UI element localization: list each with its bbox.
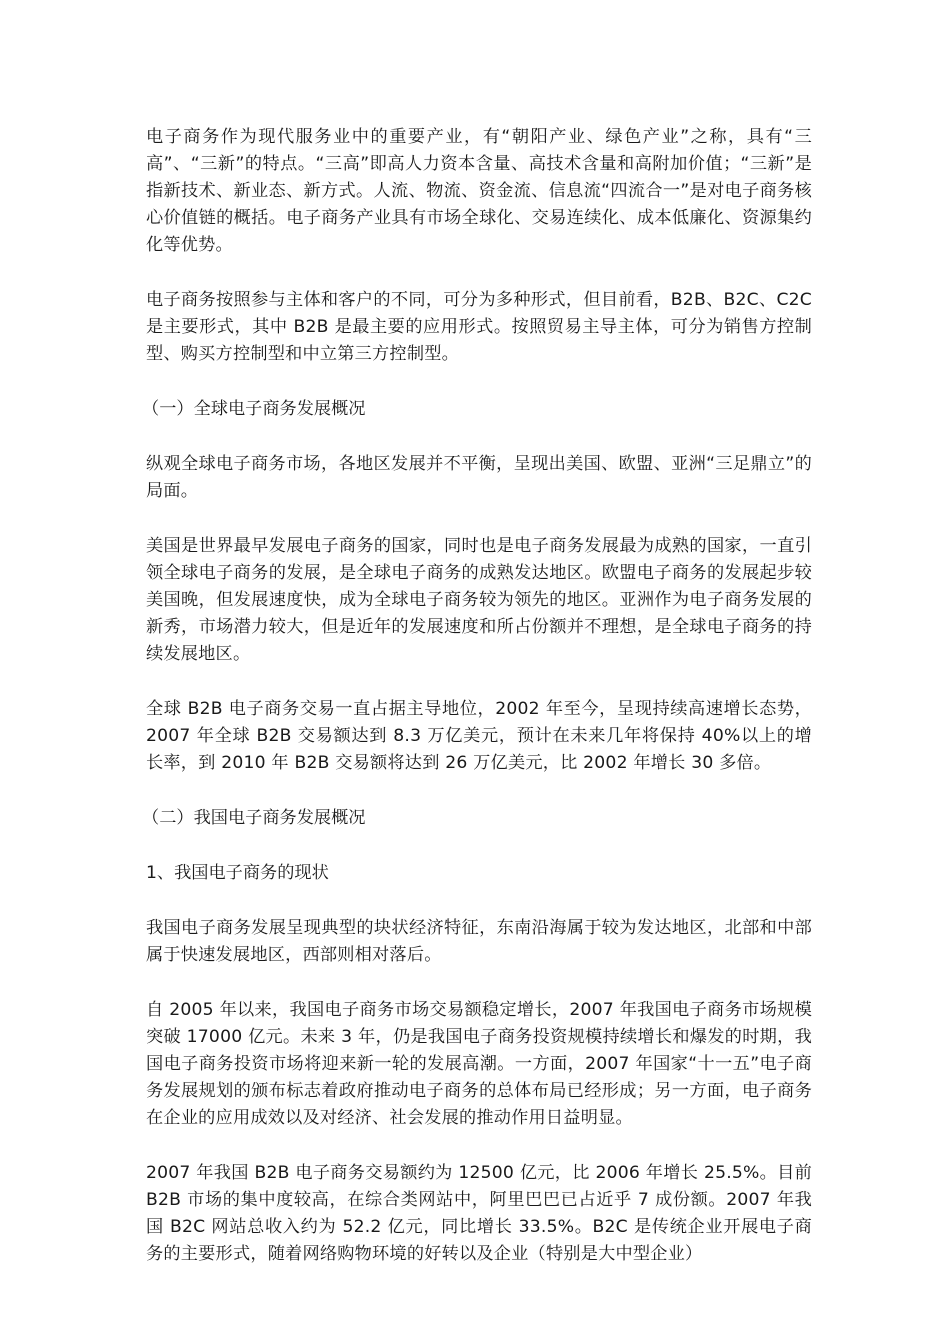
paragraph-china-regions: 我国电子商务发展呈现典型的块状经济特征，东南沿海属于较为发达地区，北部和中部属于快速发展地区，西部则相对落后。 xyxy=(146,918,812,965)
paragraph-ecommerce-forms: 电子商务按照参与主体和客户的不同，可分为多种形式，但目前看，B2B、B2C、C2C 是主要形式，其中 B2B 是最主要的应用形式。按照贸易主导主体，可分为销售方控制型、购买方控制型和中立第三方控制型。 xyxy=(146,290,812,364)
paragraph-china-b2b-b2c: 2007 年我国 B2B 电子商务交易额约为 12500 亿元，比 2006 年增长 25.5%。目前 B2B 市场的集中度较高，在综合类网站中，阿里巴巴已占近乎 7 成份额。2007 年我国 B2C 网站总收入约为 52.2 亿元，同比增长 33.5%。B2C 是传统企业开展电子商务的主要形式，随着网络购物环境的好转以及企业（特别是大中型企业） xyxy=(146,1163,812,1264)
paragraph-ecommerce-intro: 电子商务作为现代服务业中的重要产业，有“朝阳产业、绿色产业”之称，具有“三高”、“三新”的特点。“三高”即高人力资本含量、高技术含量和高附加价值；“三新”是指新技术、新业态、新方式。人流、物流、资金流、信息流“四流合一”是对电子商务核心价值链的概括。电子商务产业具有市场全球化、交易连续化、成本低廉化、资源集约化等优势。 xyxy=(146,127,812,255)
paragraph-china-market-growth: 自 2005 年以来，我国电子商务市场交易额稳定增长，2007 年我国电子商务市场规模突破 17000 亿元。未来 3 年，仍是我国电子商务投资规模持续增长和爆发的时期，我国电子商务投资市场将迎来新一轮的发展高潮。一方面，2007 年国家“十一五”电子商务发展规划的颁布标志着政府推动电子商务的总体布局已经形成；另一方面，电子商务在企业的应用成效以及对经济、社会发展的推动作用日益明显。 xyxy=(146,1000,812,1128)
subsection-heading-status: 1、我国电子商务的现状 xyxy=(146,863,329,883)
document-body xyxy=(142,124,812,1296)
paragraph-regions: 美国是世界最早发展电子商务的国家，同时也是电子商务发展最为成熟的国家，一直引领全球电子商务的发展，是全球电子商务的成熟发达地区。欧盟电子商务的发展起步较美国晚，但发展速度快，成为全球电子商务较为领先的地区。亚洲作为电子商务发展的新秀，市场潜力较大，但是近年的发展速度和所占份额并不理想，是全球电子商务的持续发展地区。 xyxy=(146,536,812,664)
section-heading-china: （二）我国电子商务发展概况 xyxy=(142,808,366,828)
section-heading-global: （一）全球电子商务发展概况 xyxy=(142,399,366,419)
paragraph-global-overview: 纵观全球电子商务市场，各地区发展并不平衡，呈现出美国、欧盟、亚洲“三足鼎立”的局面。 xyxy=(146,454,812,501)
paragraph-global-b2b: 全球 B2B 电子商务交易一直占据主导地位，2002 年至今，呈现持续高速增长态势，2007 年全球 B2B 交易额达到 8.3 万亿美元，预计在未来几年将保持 40%以上的增长率，到 2010 年 B2B 交易额将达到 26 万亿美元，比 2002 年增长 30 多倍。 xyxy=(146,699,812,773)
